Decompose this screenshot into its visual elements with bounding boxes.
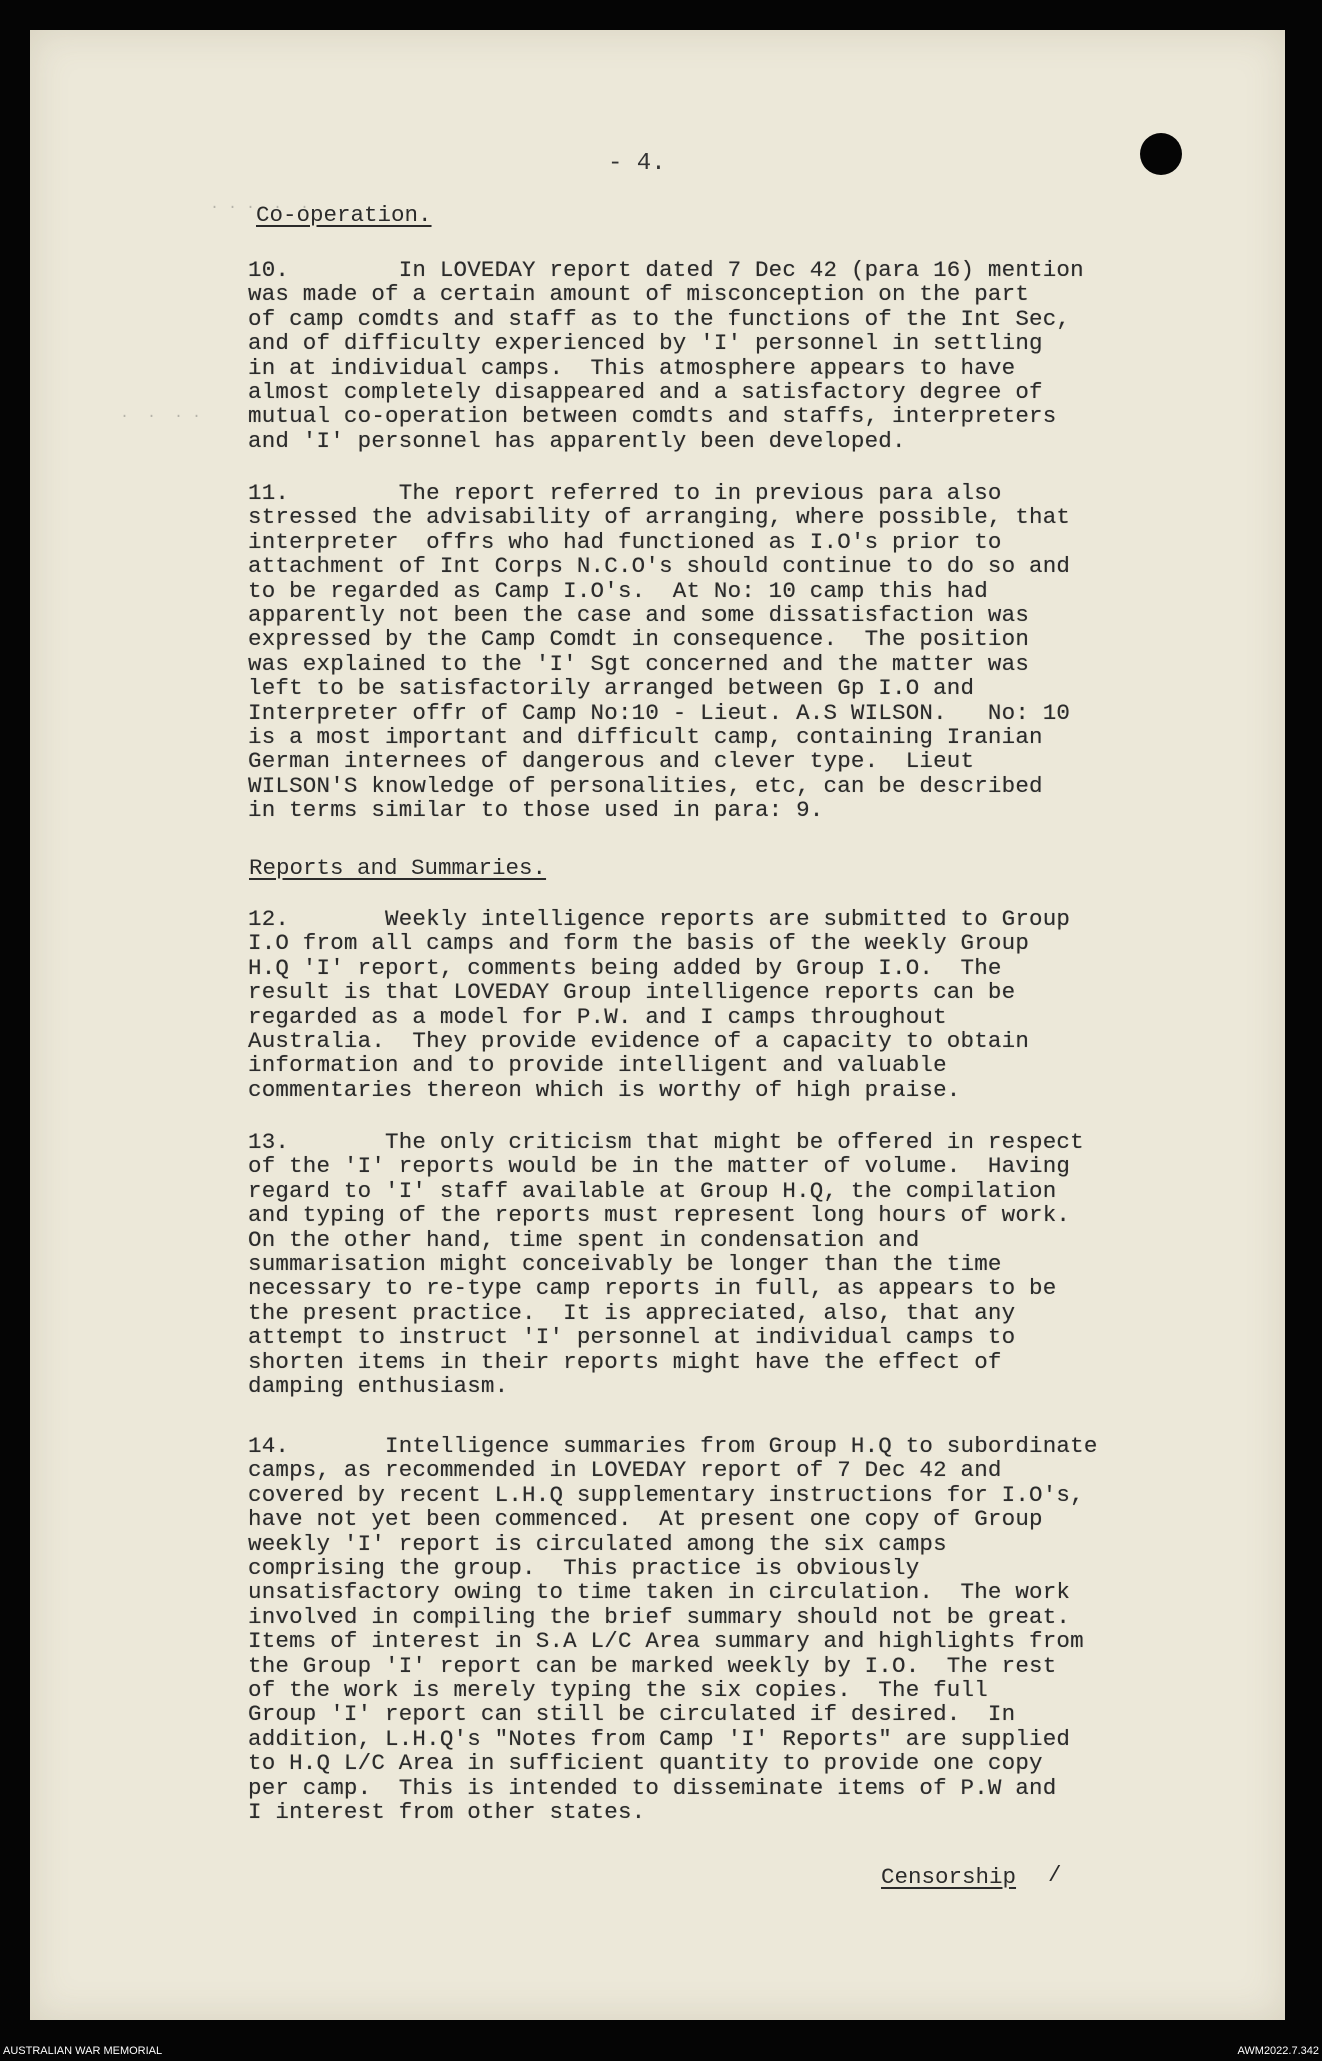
paragraph-13: 13. The only criticism that might be offered in respect of the 'I' reports would be in the matter of volume. Having regard to 'I' staff available at Group H.Q, the compilation and typing of the reports must represent long hours of work. On the other hand, time spent in condensation and summarisation might conceivably be longer than the time necessary to re-type camp reports in full, as appears to be the present practice. It is appreciated, also, that any attempt to instruct 'I' personnel at individual camps to shorten items in their reports might have the effect of damping enthusiasm. xyxy=(248,1129,1084,1400)
bleed-through-mark: . . . . xyxy=(120,405,202,422)
paragraph-14: 14. Intelligence summaries from Group H.Q to subordinate camps, as recommended in LOVEDAY report of 7 Dec 42 and covered by recent L.H.Q supplementary instructions for I.O's, have not yet been commenced. At present one copy of Group weekly 'I' report is circulated among the six camps comprising the group. This practice is obviously unsatisfactory owing to time taken in circulation. The work involved in compiling the brief summary should not be great. Items of interest in S.A L/C Area summary and highlights from the Group 'I' report can be marked weekly by I.O. The rest of the work is merely typing the six copies. The full Group 'I' report can still be circulated if desired. In addition, L.H.Q's "Notes from Camp 'I' Reports" are supplied to H.Q L/C Area in sufficient quantity to provide one copy per camp. This is intended to disseminate items of P.W and I interest from other states. xyxy=(248,1433,1098,1826)
section-heading-cooperation: Co-operation. xyxy=(256,202,432,228)
bleed-through-mark: . . . . . xyxy=(192,196,310,213)
archive-footer-left: AUSTRALIAN WAR MEMORIAL xyxy=(3,2045,163,2057)
paragraph-10: 10. In LOVEDAY report dated 7 Dec 42 (para 16) mention was made of a certain amount of misconception on the part of camp comdts and staff as to the functions of the Int Sec, and of difficulty experienced by 'I' personnel in settling in at individual camps. This atmosphere appears to have almost completely disappeared and a satisfactory degree of mutual co-operation between comdts and staffs, interpreters and 'I' personnel has apparently been developed. xyxy=(248,257,1084,454)
page-number: - 4. xyxy=(608,150,666,177)
next-section-heading: Censorship xyxy=(881,1864,1017,1890)
section-heading-reports: Reports and Summaries. xyxy=(249,855,547,881)
punch-hole xyxy=(1140,133,1182,175)
continuation-slash: / xyxy=(1048,1862,1062,1888)
paragraph-11: 11. The report referred to in previous para also stressed the advisability of arranging, where possible, that interpreter offrs who had functioned as I.O's prior to attachment of Int Corps N.C.O's should continue to do so and to be regarded as Camp I.O's. At No: 10 camp this had apparently not been the case and some dissatisfaction was expressed by the Camp Comdt in consequence. The position was explained to the 'I' Sgt concerned and the matter was left to be satisfactorily arranged between Gp I.O and Interpreter offr of Camp No:10 - Lieut. A.S WILSON. No: 10 is a most important and difficult camp, containing Iranian German internees of dangerous and clever type. Lieut WILSON'S knowledge of personalities, etc, can be described in terms similar to those used in para: 9. xyxy=(248,480,1071,824)
paragraph-12: 12. Weekly intelligence reports are submitted to Group I.O from all camps and form the basis of the weekly Group H.Q 'I' report, comments being added by Group I.O. The result is that LOVEDAY Group intelligence reports can be regarded as a model for P.W. and I camps throughout Australia. They provide evidence of a capacity to obtain information and to provide intelligent and valuable commentaries thereon which is worthy of high praise. xyxy=(248,906,1071,1103)
archive-footer-right: AWM2022.7.342 xyxy=(1237,2045,1319,2057)
